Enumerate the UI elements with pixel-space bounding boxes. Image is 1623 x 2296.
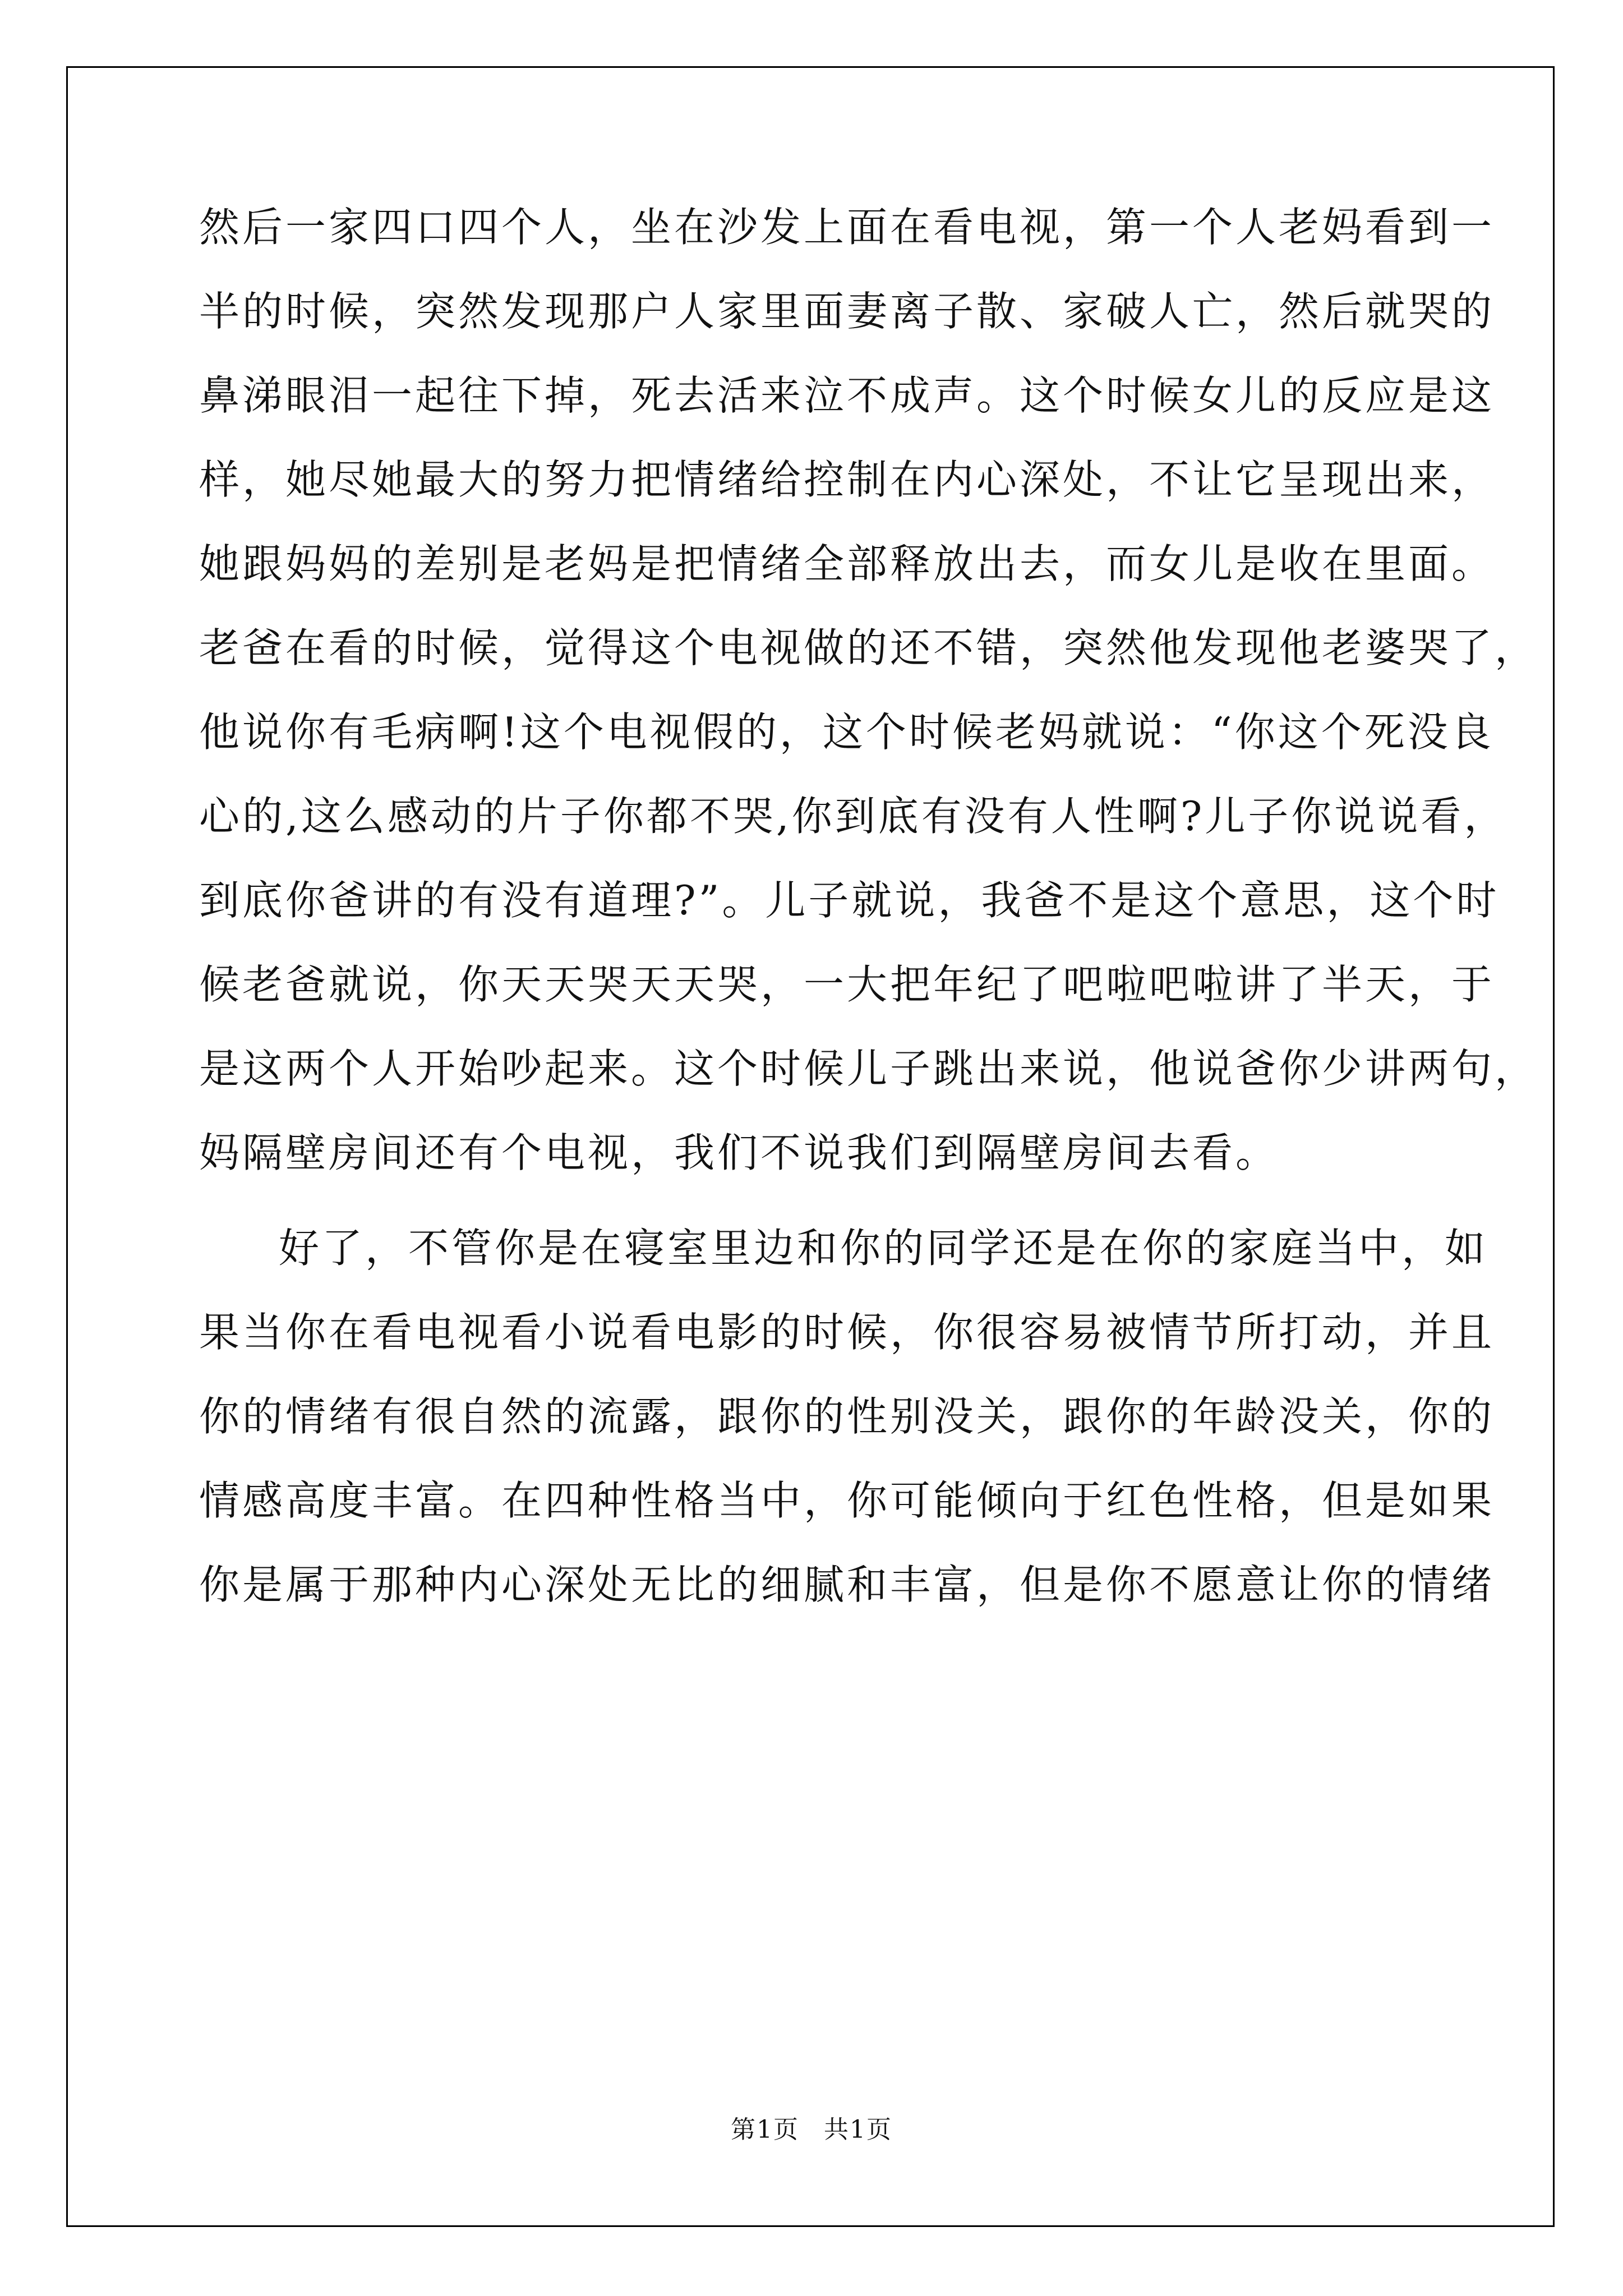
- text-line: 果当你在看电视看小说看电影的时候，你很容易被情节所打动，并且: [199, 1309, 1495, 1356]
- text-line: 半的时候，突然发现那户人家里面妻离子散、家破人亡，然后就哭的: [199, 288, 1495, 335]
- text-line: 然后一家四口四个人，坐在沙发上面在看电视，第一个人老妈看到一: [199, 204, 1495, 251]
- text-line: 样，她尽她最大的努力把情绪给控制在内心深处，不让它呈现出来，: [199, 456, 1495, 503]
- text-line: 老爸在看的时候，觉得这个电视做的还不错，突然他发现他老婆哭了，: [199, 624, 1538, 671]
- text-line: 候老爸就说，你天天哭天天哭，一大把年纪了吧啦吧啦讲了半天，于: [199, 961, 1495, 1008]
- text-line: 鼻涕眼泪一起往下掉，死去活来泣不成声。这个时候女儿的反应是这: [199, 372, 1495, 419]
- page-footer: [0, 2109, 1623, 2145]
- text-line: 你是属于那种内心深处无比的细腻和丰富，但是你不愿意让你的情绪: [199, 1561, 1495, 1608]
- text-line: 心的,这么感动的片子你都不哭,你到底有没有人性啊?儿子你说说看，: [199, 793, 1507, 840]
- text-line: 妈隔壁房间还有个电视，我们不说我们到隔壁房间去看。: [199, 1129, 1279, 1176]
- text-line: 你的情绪有很自然的流露，跟你的性别没关，跟你的年龄没关，你的: [199, 1393, 1495, 1440]
- text-line: 她跟妈妈的差别是老妈是把情绪全部释放出去，而女儿是收在里面。: [199, 540, 1495, 587]
- page-total: 共1页: [824, 2115, 892, 2144]
- page-number: 第1页: [731, 2115, 799, 2144]
- text-line: 是这两个人开始吵起来。这个时候儿子跳出来说，他说爸你少讲两句，: [199, 1045, 1538, 1092]
- text-line: 到底你爸讲的有没有道理?”。儿子就说，我爸不是这个意思，这个时: [199, 877, 1500, 924]
- text-line: 情感高度丰富。在四种性格当中，你可能倾向于红色性格，但是如果: [199, 1477, 1495, 1524]
- text-line: 他说你有毛病啊!这个电视假的，这个时候老妈就说：“你这个死没良: [199, 708, 1494, 756]
- paragraph-first-line: 好了，不管你是在寝室里边和你的同学还是在你的家庭当中，如: [279, 1225, 1488, 1272]
